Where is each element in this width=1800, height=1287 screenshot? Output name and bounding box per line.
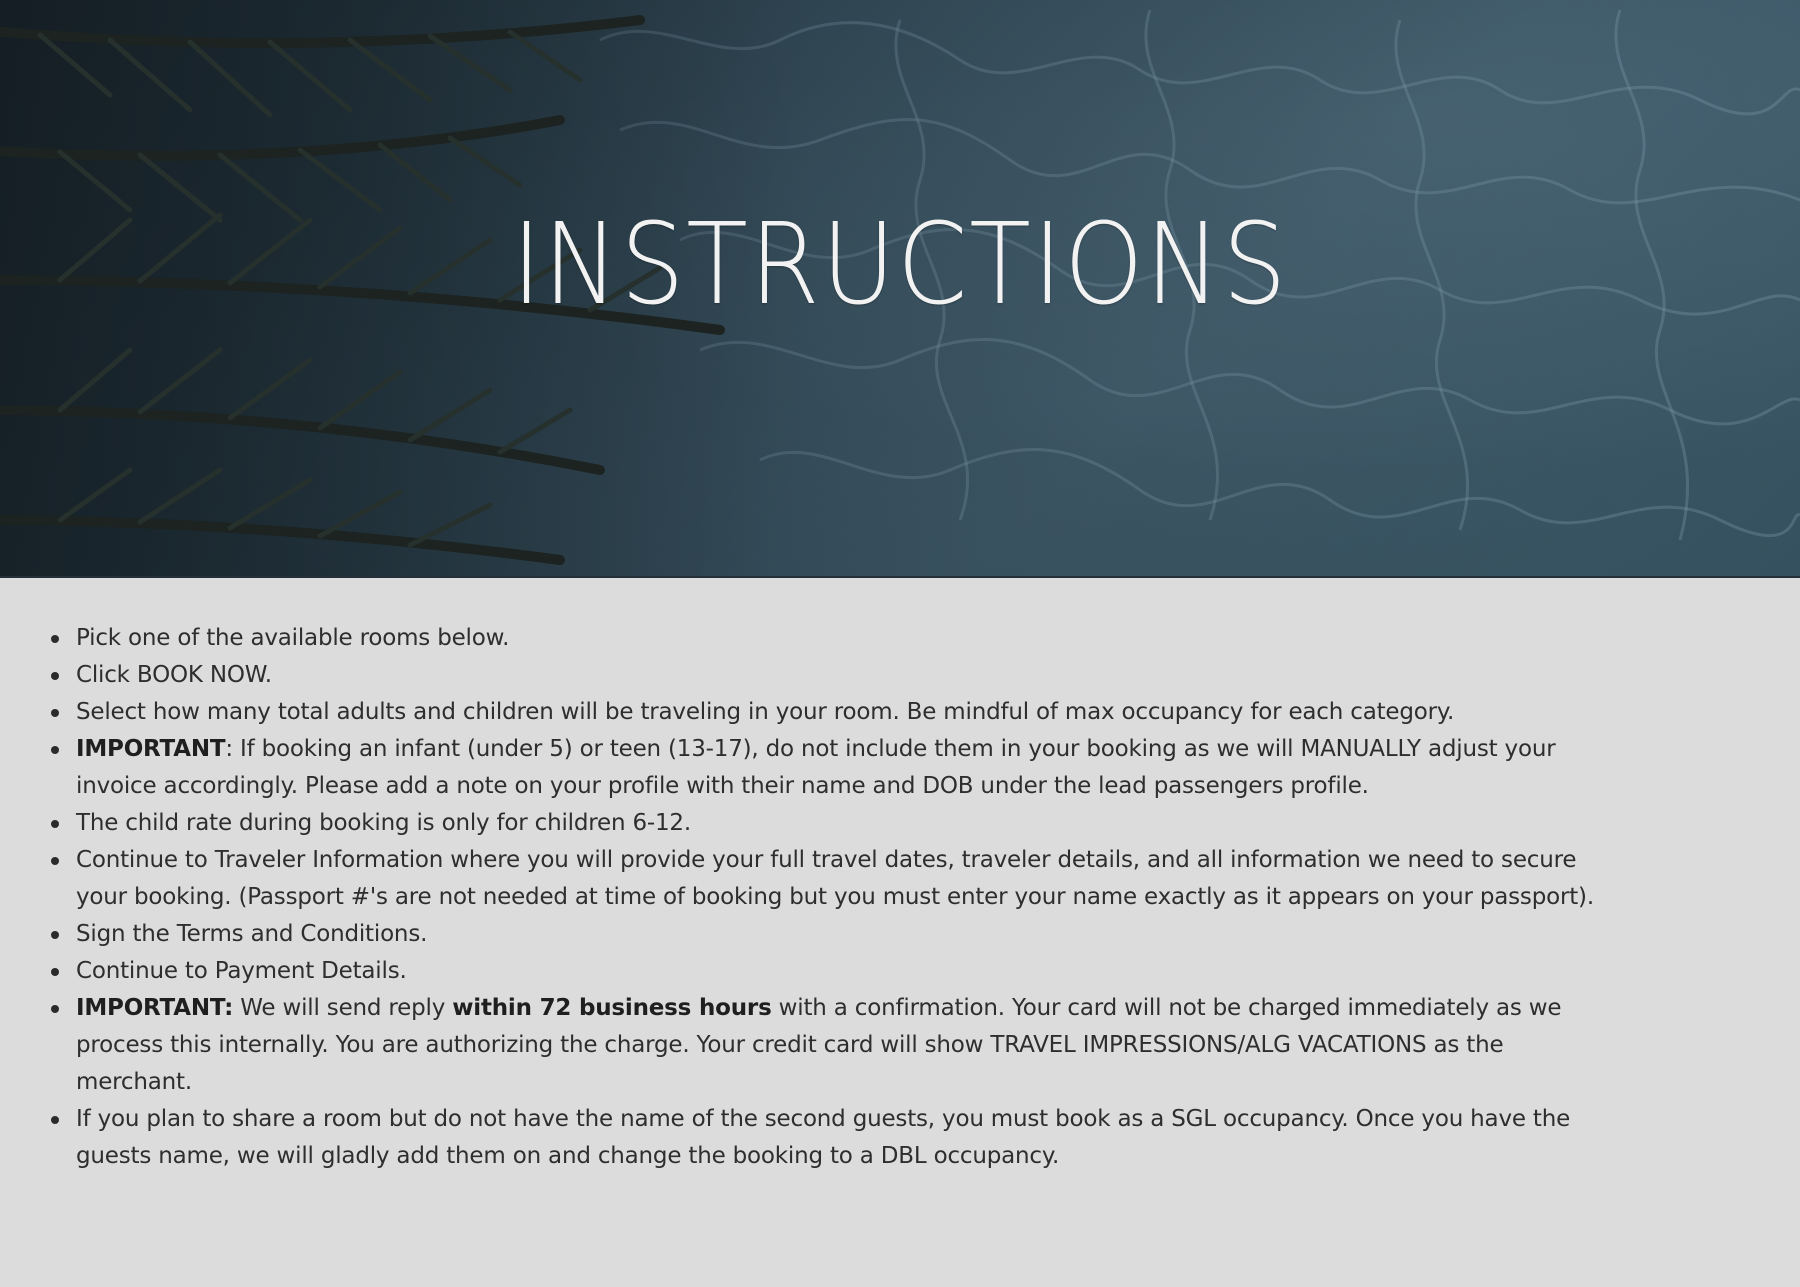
list-item [76, 842, 1596, 916]
list-item [76, 657, 1596, 694]
emphasis-text: within 72 business hours [452, 995, 772, 1021]
list-item [76, 953, 1596, 990]
instructions-panel [0, 620, 1800, 1175]
hero-banner [0, 0, 1800, 578]
list-item [76, 731, 1596, 805]
list-item-text: : If booking an infant (under 5) or teen (13-17), do not include them in your booking as we will MANUALLY adjust your invoice accordingly. Please add a note on your profile with their name and DOB under the lead passengers profile. [76, 736, 1556, 799]
list-item-text: Continue to Traveler Information where you will provide your full travel dates, traveler details, and all information we need to secure your booking. (Passport #'s are not needed at time of booking but you must enter your name exactly as it appears on your passport). [76, 847, 1594, 910]
list-item [76, 620, 1596, 657]
list-item-text: with a confirmation. Your card will not be charged immediately as we process this internally. You are authorizing the charge. Your credit card will show TRAVEL IMPRESSIONS/ALG VACATIONS as the merchant. [76, 995, 1562, 1095]
list-item [76, 694, 1596, 731]
instructions-list [0, 620, 1596, 1175]
list-item-text: Select how many total adults and children will be traveling in your room. Be mindful of max occupancy for each category. [76, 699, 1455, 725]
list-item-text: Click BOOK NOW. [76, 662, 272, 688]
list-item-text: The child rate during booking is only for children 6-12. [76, 810, 691, 836]
list-item-text: Pick one of the available rooms below. [76, 625, 510, 651]
list-item-text: Continue to Payment Details. [76, 958, 407, 984]
list-item [76, 916, 1596, 953]
list-item [76, 1101, 1596, 1175]
list-item-text: We will send reply [233, 995, 453, 1021]
list-item-text: Sign the Terms and Conditions. [76, 921, 428, 947]
page-title: INSTRUCTIONS [511, 200, 1289, 330]
list-item [76, 990, 1596, 1101]
list-item [76, 805, 1596, 842]
list-item-text: If you plan to share a room but do not have the name of the second guests, you must book as a SGL occupancy. Once you have the guests name, we will gladly add them on and change the booking to a DBL occupancy. [76, 1106, 1571, 1169]
important-label: IMPORTANT [76, 736, 226, 762]
important-label: IMPORTANT: [76, 995, 234, 1021]
